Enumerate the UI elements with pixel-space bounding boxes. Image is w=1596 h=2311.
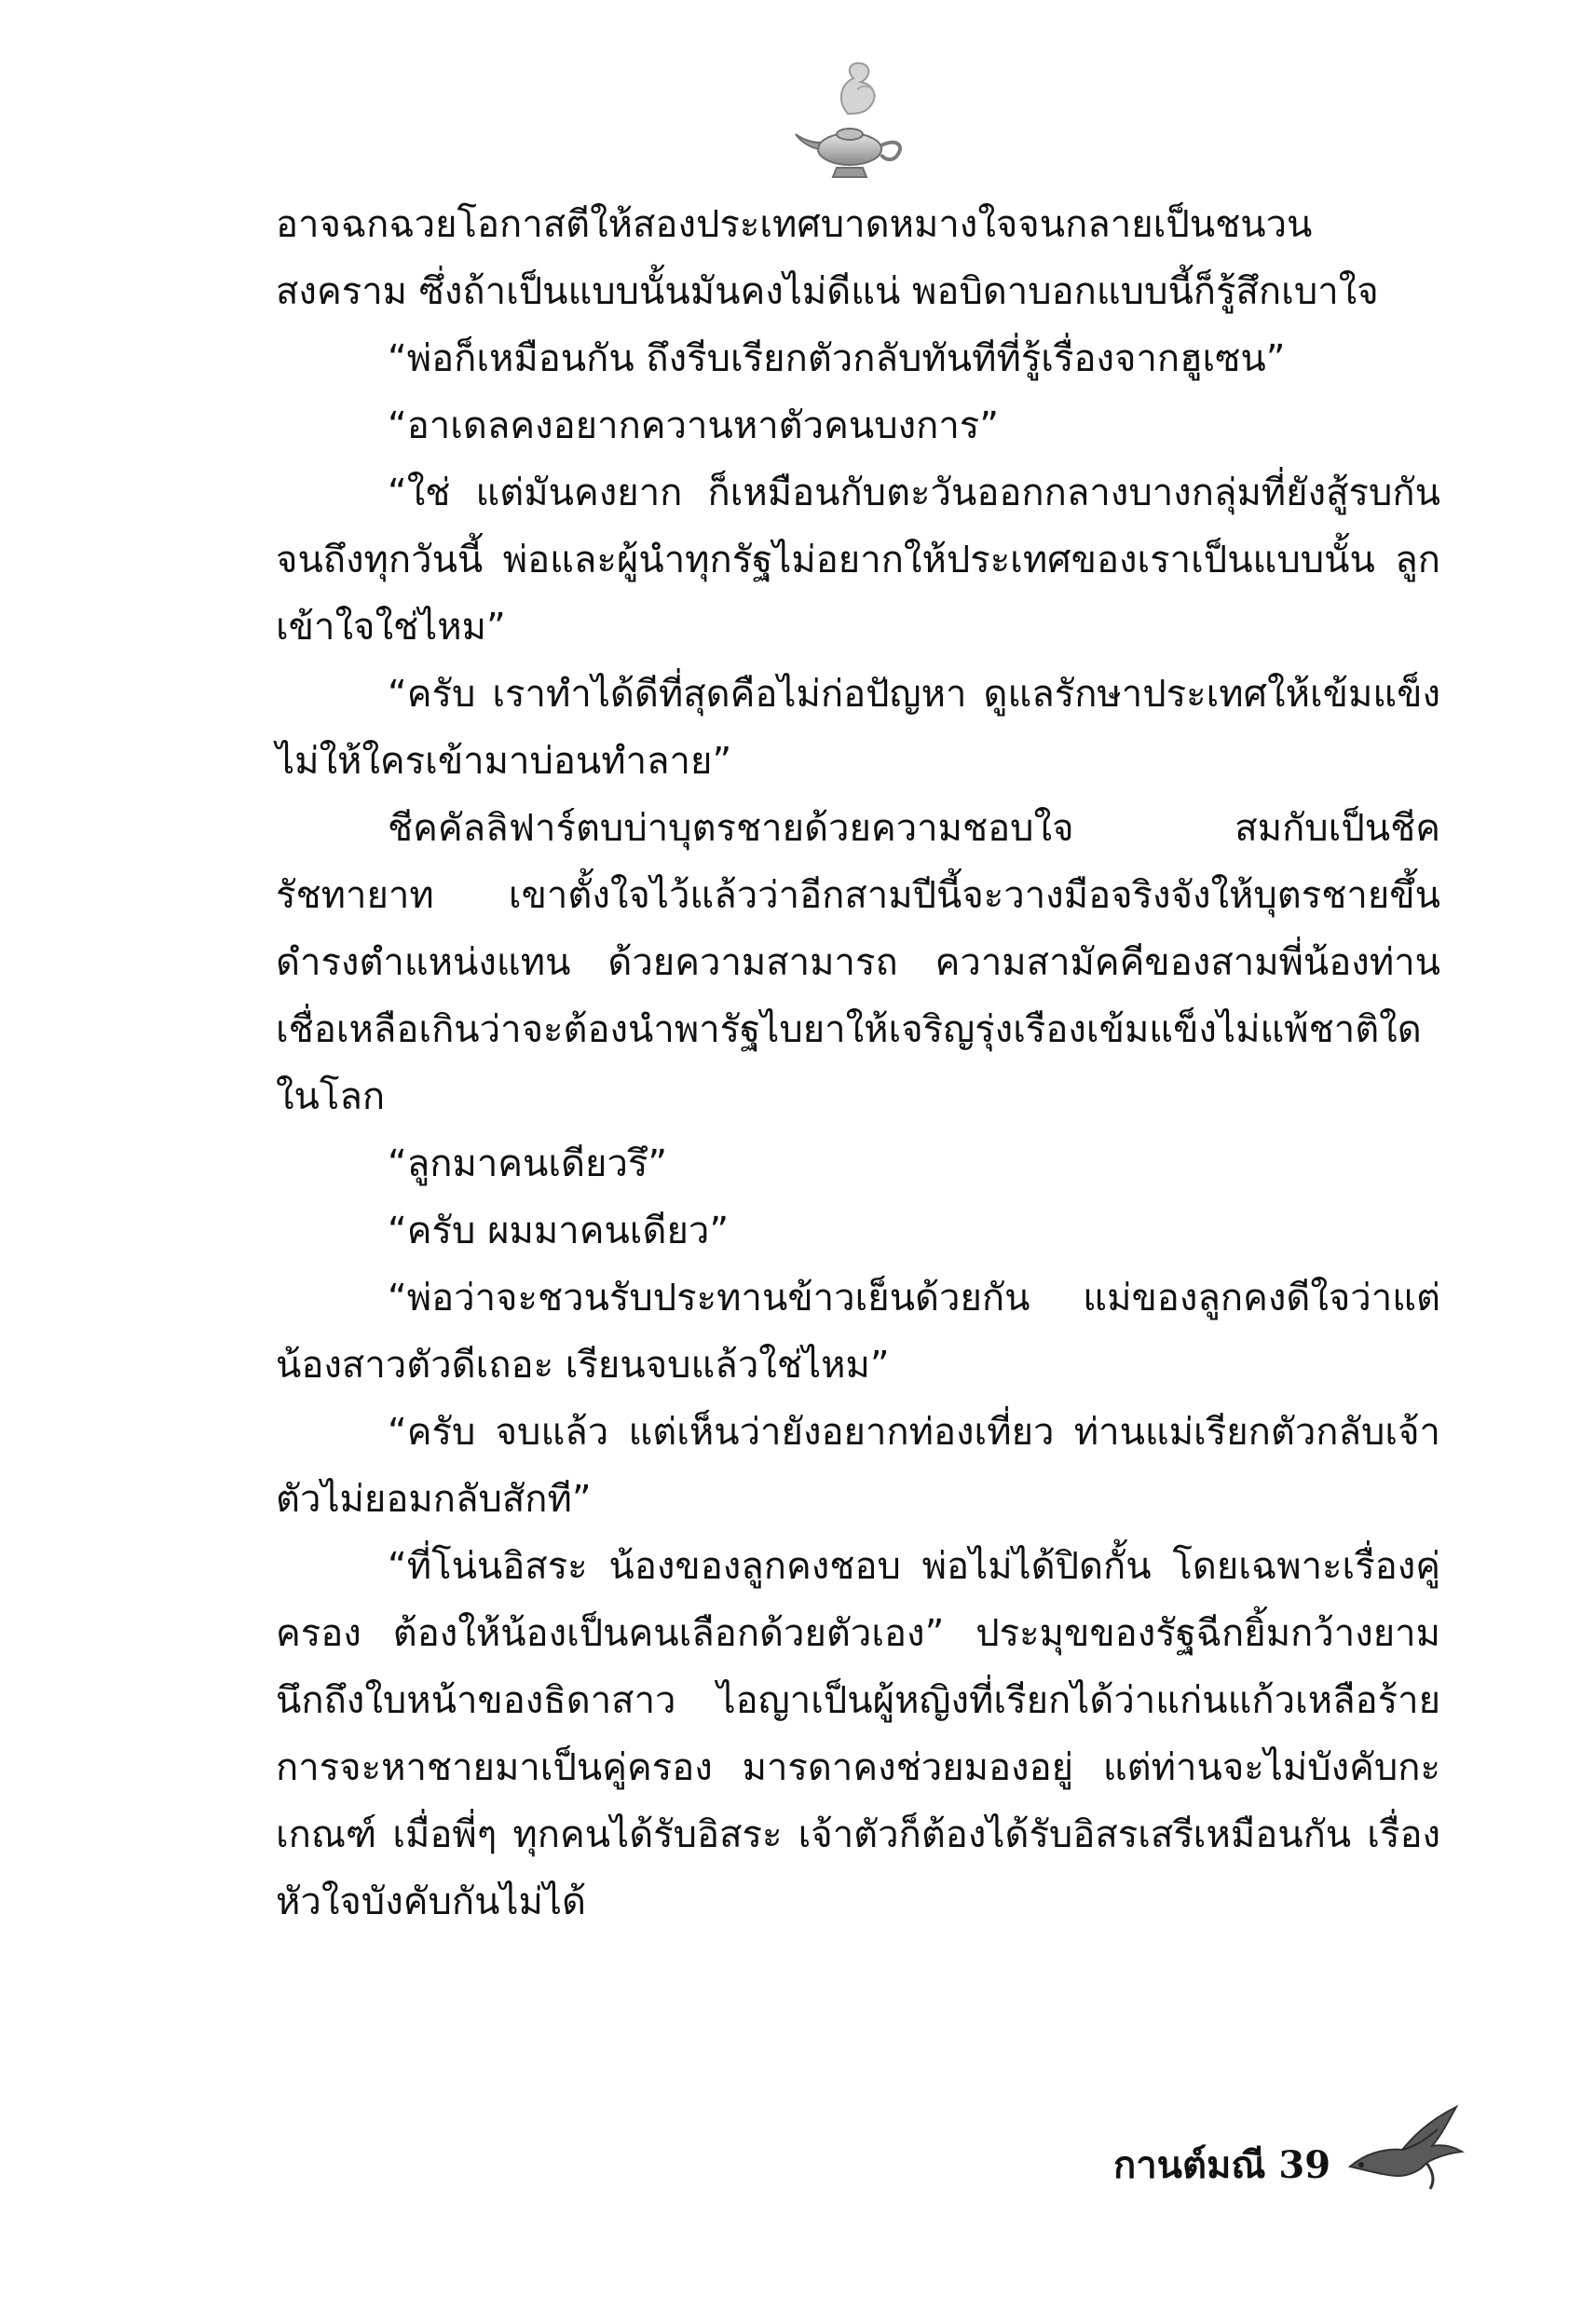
footer-label [1113,2135,1330,2195]
page-footer [1113,2101,1467,2204]
paragraph: ชีคคัลลิฟาร์ตบบ่าบุตรชายด้วยความชอบใจ สมกับเป็นชีครัชทายาท เขาตั้งใจไว้แล้วว่าอีกสามปีนี้จะวางมือจริงจังให้บุตรชายขึ้นดำรงตำแหน่งแทน ด้วยความสามารถ ความสามัคคีของสามพี่น้องท่านเชื่อเหลือเกินว่าจะต้องนำพารัฐไบยาให้เจริญรุ่งเรืองเข้มแข็งไม่แพ้ชาติใดในโลก [276,807,1440,1118]
page-number: 39 [1278,2143,1331,2187]
eagle-icon [1346,2101,1466,2195]
paragraph: “ครับ เราทำได้ดีที่สุดคือไม่ก่อปัญหา ดูแลรักษาประเทศให้เข้มแข็งไม่ให้ใครเข้ามาบ่อนทำลาย” [276,673,1440,783]
paragraph: “ใช่ แต่มันคงยาก ก็เหมือนกับตะวันออกกลางบางกลุ่มที่ยังสู้รบกันจนถึงทุกวันนี้ พ่อและผู้นำทุกรัฐไม่อยากให้ประเทศของเราเป็นแบบนั้น ลูกเข้าใจใช่ไหม” [276,472,1440,649]
paragraph: “ที่โน่นอิสระ น้องของลูกคงชอบ พ่อไม่ได้ปิดกั้น โดยเฉพาะเรื่องคู่ครอง ต้องให้น้องเป็นคนเลือกด้วยตัวเอง” ประมุขของรัฐฉีกยิ้มกว้างยามนึกถึงใบหน้าของธิดาสาว ไอญาเป็นผู้หญิงที่เรียกได้ว่าแก่นแก้วเหลือร้าย การจะหาชายมาเป็นคู่ครอง มารดาคงช่วยมองอยู่ แต่ท่านจะไม่บังคับกะเกณฑ์ เมื่อพี่ๆ ทุกคนได้รับอิสระ เจ้าตัวก็ต้องได้รับอิสรเสรีเหมือนกัน เรื่องหัวใจบังคับกันไม่ได้ [276,1545,1440,1923]
paragraph: “ครับ จบแล้ว แต่เห็นว่ายังอยากท่องเที่ยว ท่านแม่เรียกตัวกลับเจ้าตัวไม่ยอมกลับสักที” [276,1411,1440,1521]
paragraph: อาจฉกฉวยโอกาสตีให้สองประเทศบาดหมางใจจนกลายเป็นชนวนสงคราม ซึ่งถ้าเป็นแบบนั้นมันคงไม่ดีแน่ พอบิดาบอกแบบนี้ก็รู้สึกเบาใจ [276,203,1379,313]
paragraph: “ครับ ผมมาคนเดียว” [388,1210,730,1252]
paragraph: “อาเดลคงอยากควานหาตัวคนบงการ” [388,404,999,447]
body-text [276,191,1440,1935]
paragraph: “ลูกมาคนเดียวรึ” [388,1142,668,1185]
paragraph: “พ่อก็เหมือนกัน ถึงรีบเรียกตัวกลับทันทีที่รู้เรื่องจากฮูเซน” [388,337,1286,380]
genie-lamp-icon [792,56,913,186]
paragraph: “พ่อว่าจะชวนรับประทานข้าวเย็นด้วยกัน แม่ของลูกคงดีใจว่าแต่น้องสาวตัวดีเถอะ เรียนจบแล้วใช่ไหม” [276,1277,1440,1387]
book-title: กานต์มณี [1113,2143,1266,2187]
